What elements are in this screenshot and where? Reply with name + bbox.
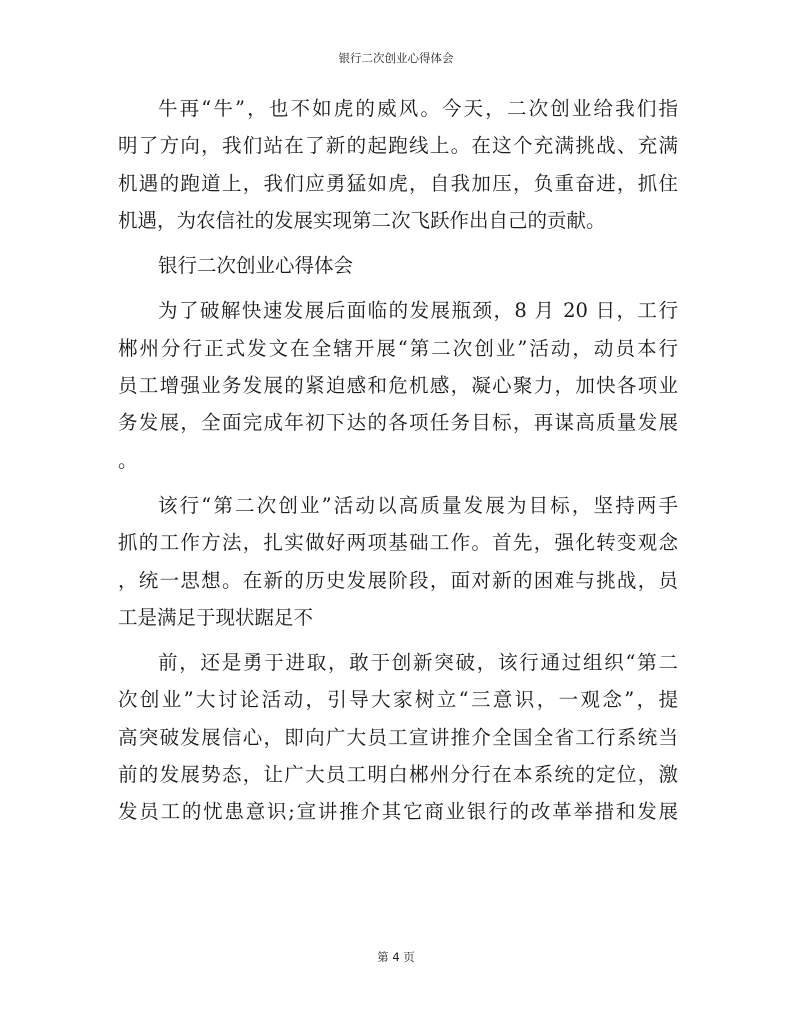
text-line: 郴州分行正式发文在全辖开展“第二次创业”活动，动员本行	[118, 336, 678, 360]
text-line: 高突破发展信心，即向广大员工宣讲推介全国全省工行系统当	[118, 725, 678, 749]
paragraph	[118, 292, 678, 478]
text-line: 发员工的忧患意识;宣讲推介其它商业银行的改革举措和发展	[118, 800, 678, 824]
document-body	[118, 90, 678, 831]
text-line: 员工增强业务发展的紧迫感和危机感，凝心聚力，加快各项业	[118, 374, 678, 398]
text-line: 抓的工作方法，扎实做好两项基础工作。首先，强化转变观念	[118, 531, 678, 555]
text-line: 次创业”大讨论活动，引导大家树立“三意识，一观念”，提	[118, 688, 678, 712]
section-title	[118, 247, 678, 284]
text-line: 前的发展势态，让广大员工明白郴州分行在本系统的定位，激	[118, 763, 678, 787]
paragraph	[118, 487, 678, 636]
page-number: 第 4 页	[377, 950, 415, 964]
paragraph	[118, 644, 678, 830]
text-line: 机遇的跑道上，我们应勇猛如虎，自我加压，负重奋进，抓住	[118, 171, 678, 195]
text-line: 。	[118, 448, 138, 472]
text-line: 工是满足于现状踞足不	[118, 605, 314, 629]
running-header: 银行二次创业心得体会	[338, 51, 454, 65]
text-line: 牛再“牛”，也不如虎的威风。今天，二次创业给我们指	[158, 97, 678, 120]
text-line: 银行二次创业心得体会	[158, 254, 354, 278]
text-line: ，统一思想。在新的历史发展阶段，面对新的困难与挑战，员	[118, 568, 678, 592]
text-line: 前，还是勇于进取，敢于创新突破，该行通过组织“第二	[158, 651, 678, 675]
text-line: 机遇，为农信社的发展实现第二次飞跃作出自己的贡献。	[118, 208, 606, 232]
text-line: 该行“第二次创业”活动以高质量发展为目标，坚持两手	[158, 493, 678, 517]
text-line: 为了破解快速发展后面临的发展瓶颈，8 月 20 日，工行	[158, 299, 678, 323]
text-line: 明了方向，我们站在了新的起跑线上。在这个充满挑战、充满	[118, 134, 678, 158]
text-line: 务发展，全面完成年初下达的各项任务目标，再谋高质量发展	[118, 411, 678, 435]
paragraph	[118, 90, 678, 239]
